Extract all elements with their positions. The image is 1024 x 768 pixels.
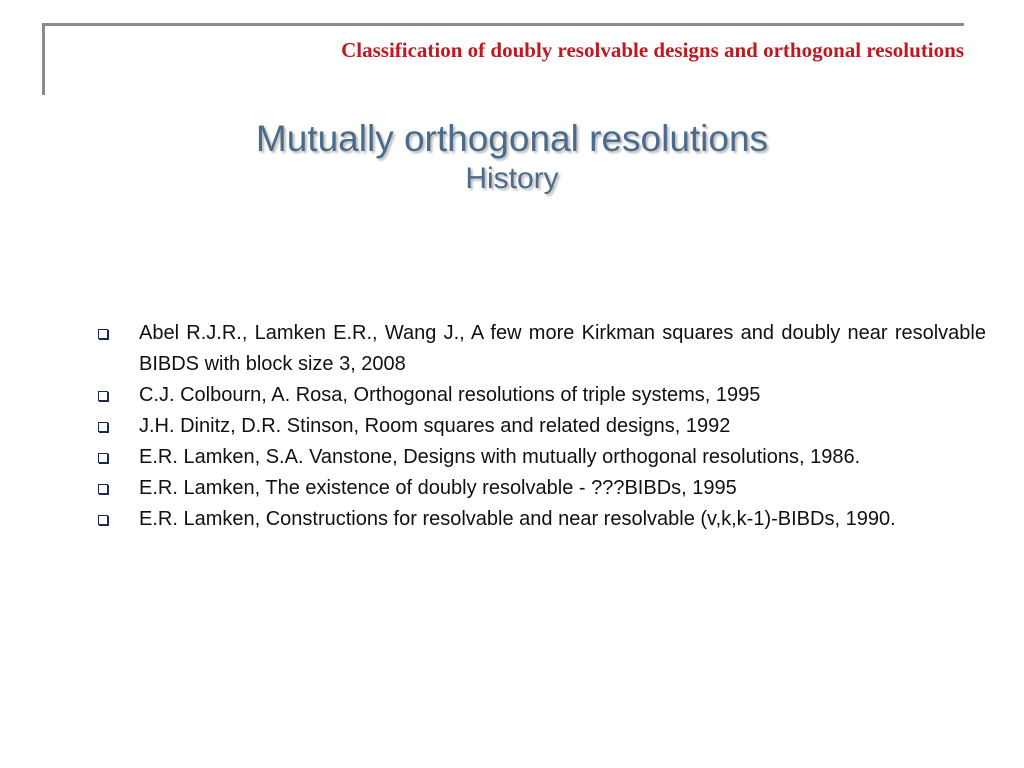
reference-item [94,411,986,442]
hollow-square-bullet-icon [98,391,108,401]
slide-subtitle: History [465,162,559,195]
reference-item [94,442,986,473]
reference-text: E.R. Lamken, S.A. Vanstone, Designs with mutually orthogonal resolutions, 1986. [139,446,861,468]
hollow-square-bullet-icon [98,329,108,339]
header-frame-left-rule [42,23,45,95]
reference-text: Abel R.J.R., Lamken E.R., Wang J., A few more Kirkman squares and doubly near resolvable BIBDS with block size 3, 2008 [139,322,986,375]
reference-text: E.R. Lamken, The existence of doubly resolvable - ???BIBDs, 1995 [139,477,737,499]
reference-item [94,318,986,380]
slide-title-block [0,117,1024,197]
reference-text: C.J. Colbourn, A. Rosa, Orthogonal resolutions of triple systems, 1995 [139,384,761,406]
header-frame-top-rule [42,23,964,26]
reference-item [94,380,986,411]
reference-text: E.R. Lamken, Constructions for resolvable and near resolvable (v,k,k-1)-BIBDs, 1990. [139,508,896,530]
hollow-square-bullet-icon [98,422,108,432]
hollow-square-bullet-icon [98,453,108,463]
hollow-square-bullet-icon [98,484,108,494]
reference-list [94,318,986,535]
reference-item [94,473,986,504]
hollow-square-bullet-icon [98,515,108,525]
reference-text: J.H. Dinitz, D.R. Stinson, Room squares and related designs, 1992 [139,415,731,437]
header-title: Classification of doubly resolvable designs and orthogonal resolutions [341,38,964,62]
reference-item [94,504,986,535]
slide-title: Mutually orthogonal resolutions [255,118,769,159]
